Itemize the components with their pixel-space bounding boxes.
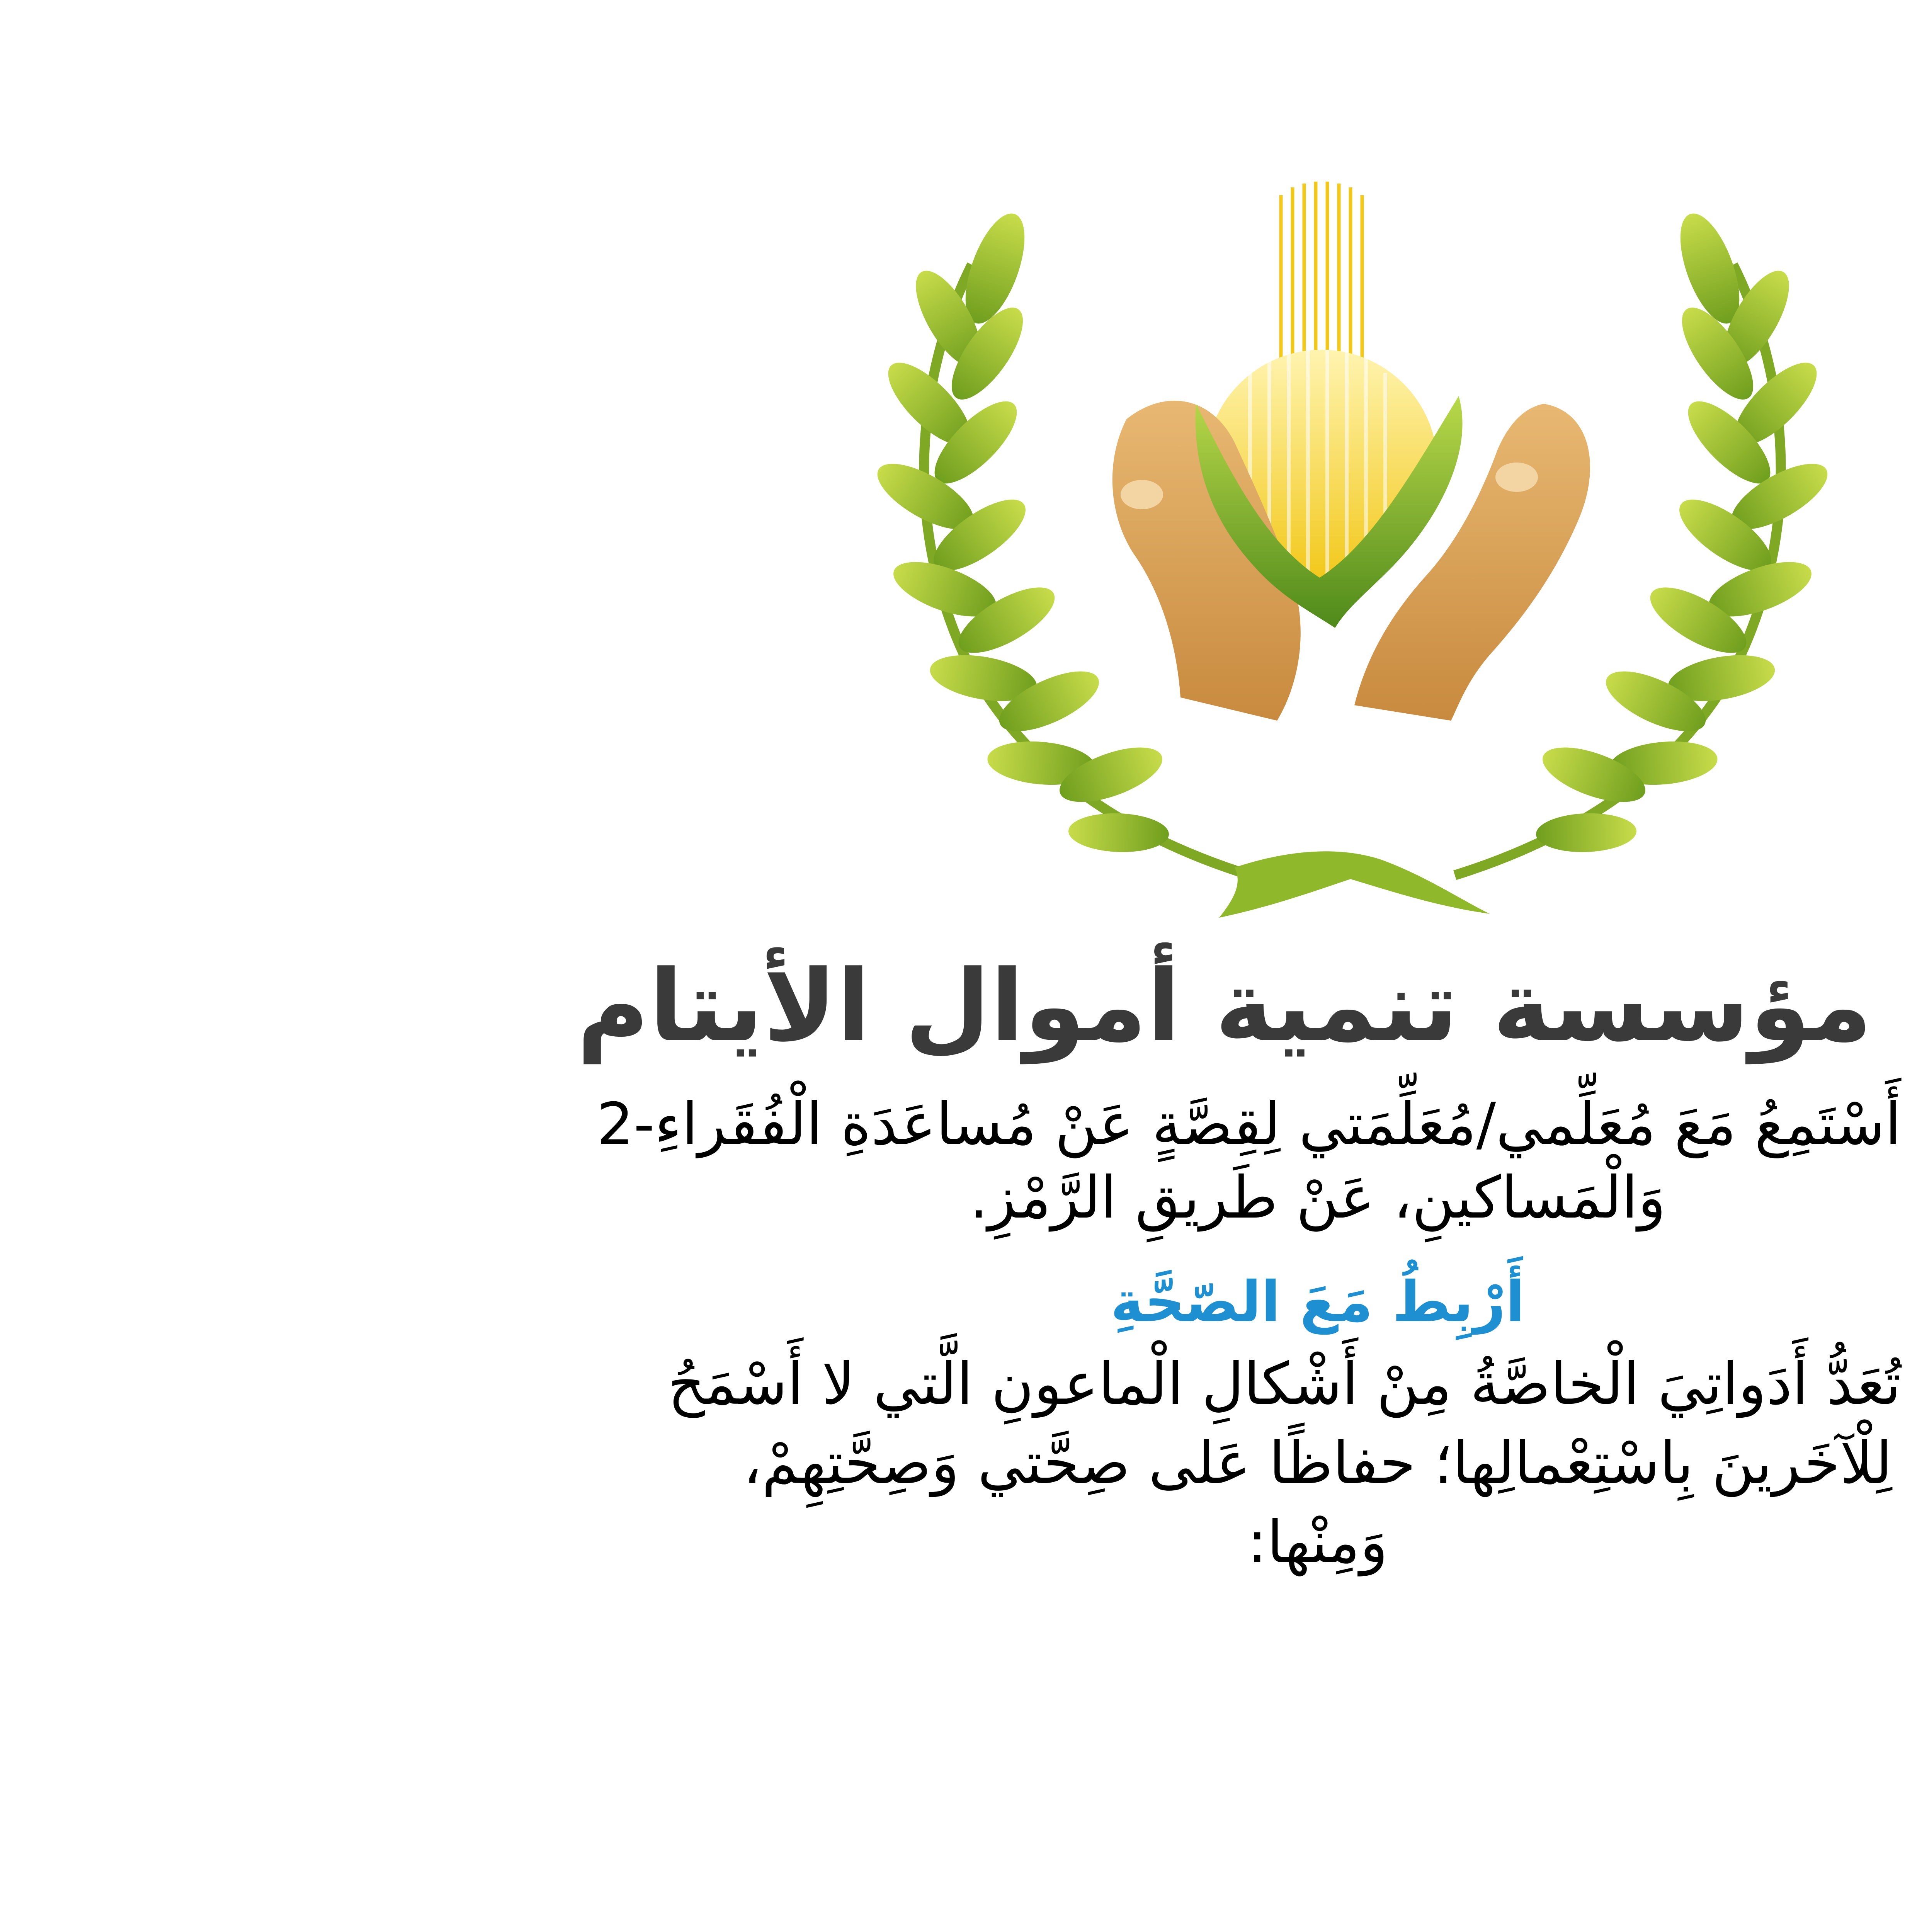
organization-name: مؤسسة تنمية أموال الأيتام <box>577 949 1872 1064</box>
crossed-ribbon-icon <box>1219 851 1490 918</box>
organization-logo <box>577 172 1872 1076</box>
activity-line-1 <box>597 1088 1901 1161</box>
health-paragraph <box>668 1345 1901 1582</box>
health-line-3: وَمِنْها: <box>1247 1509 1388 1576</box>
orphans-foundation-emblem-icon <box>833 172 1872 945</box>
health-line-1: تُعَدُّ أَدَواتِيَ الْخاصَّةُ مِنْ أَشْكالِ الْماعونِ الَّتي لا أَسْمَحُ <box>668 1350 1901 1418</box>
activity-number: 2- <box>597 1091 655 1158</box>
section-heading: أَرْبِطُ مَعَ الصّحَّةِ <box>1110 1269 1525 1335</box>
health-line-2: لِلْآخَرينَ بِاسْتِعْمالِها؛ حفاظًا عَلى صِحَّتي وَصِحَّتِهِمْ، <box>743 1430 1892 1497</box>
activity-text: أَسْتَمِعُ مَعَ مُعَلِّمي/مُعَلِّمَتي لِقِصَّةٍ عَنْ مُساعَدَةِ الْفُقَراءِ <box>654 1091 1901 1158</box>
activity-line-2: وَالْمَساكينِ، عَنْ طَريقِ الرَّمْزِ. <box>970 1164 1666 1231</box>
activity-paragraph <box>597 1088 1901 1235</box>
